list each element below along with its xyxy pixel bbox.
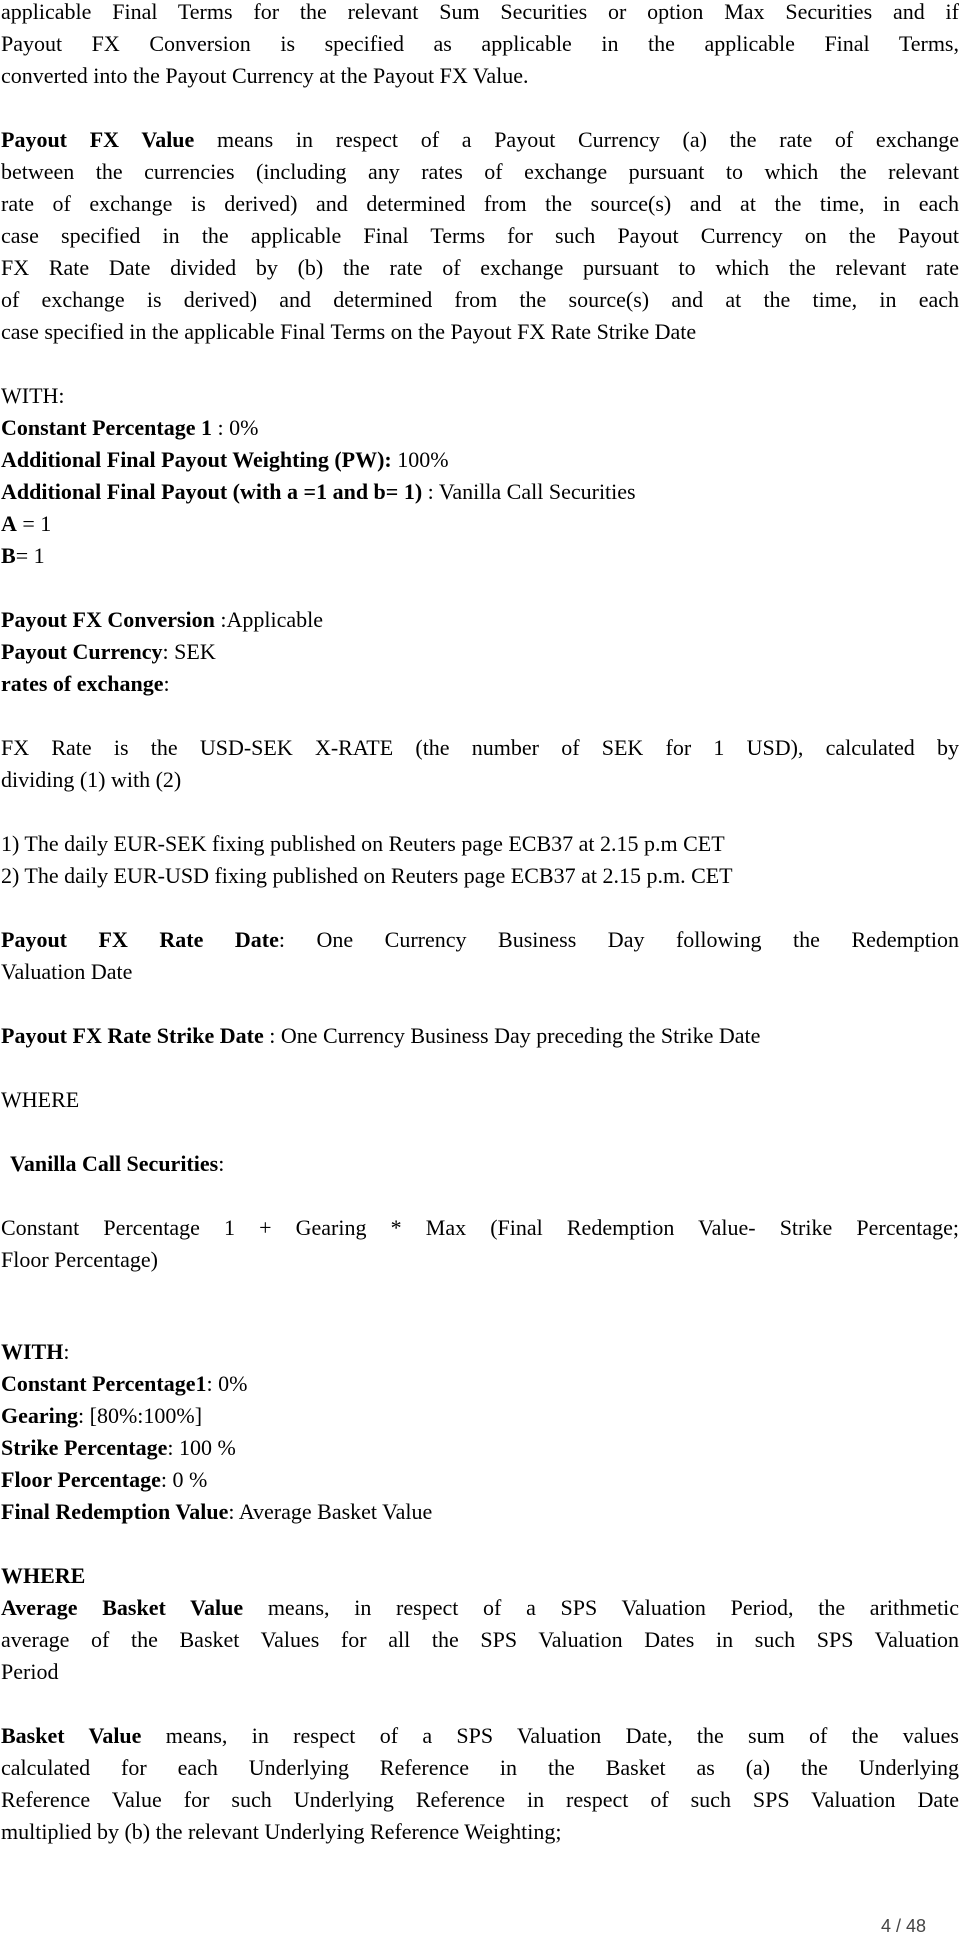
formula-line: Constant Percentage 1 + Gearing * Max (Final Redemption Value- Strike Percentage; [1, 1215, 959, 1240]
page-number: 4 / 48 [880, 1916, 926, 1936]
definition-line: Period [1, 1659, 59, 1684]
with-item: Constant Percentage 1 : 0% [1, 415, 259, 440]
definition-line: between the currencies (including any rates of exchange pursuant to which the relevant [1, 159, 959, 184]
with-block-2 [1, 1336, 959, 1528]
vanilla-call-block [1, 1148, 959, 1276]
definition-line: calculated for each Underlying Reference in the Basket as (a) the Underlying [1, 1755, 959, 1780]
fx-item: Payout FX Conversion :Applicable [1, 607, 324, 632]
fx-item: rates of exchange: [1, 671, 170, 696]
with-item: Floor Percentage: 0 % [1, 1467, 208, 1492]
intro-line: Payout FX Conversion is specified as applicable in the applicable Final Terms, [1, 31, 959, 56]
rate-date-line: Valuation Date [1, 959, 133, 984]
with-heading: WITH: [1, 383, 65, 408]
fx-block [1, 604, 959, 1052]
with-item: B= 1 [1, 543, 45, 568]
with-item: Additional Final Payout (with a =1 and b= 1) : Vanilla Call Securities [1, 479, 636, 504]
definition-term: Payout FX Value [1, 127, 195, 152]
with-item: Additional Final Payout Weighting (PW): 100% [1, 447, 449, 472]
definition-line: Basket Value means, in respect of a SPS Valuation Date, the sum of the values [1, 1723, 959, 1748]
fx-rate-line: FX Rate is the USD-SEK X-RATE (the number of SEK for 1 USD), calculated by [1, 735, 959, 760]
formula-line: Floor Percentage) [1, 1247, 158, 1272]
with-item: Gearing: [80%:100%] [1, 1403, 203, 1428]
definition-line: Reference Value for such Underlying Reference in respect of such SPS Valuation Date [1, 1787, 959, 1812]
definition-line: Payout FX Value means in respect of a Payout Currency (a) the rate of exchange [1, 127, 959, 152]
definition-line: of exchange is derived) and determined from the source(s) and at the time, in each [1, 287, 959, 312]
fixing-line: 2) The daily EUR-USD fixing published on Reuters page ECB37 at 2.15 p.m. CET [1, 863, 733, 888]
with-block-1 [1, 380, 959, 572]
fx-rate-line: dividing (1) with (2) [1, 767, 182, 792]
intro-paragraph [1, 0, 959, 92]
where-heading: WHERE [1, 1563, 86, 1588]
definition-line: FX Rate Date divided by (b) the rate of exchange pursuant to which the relevant rate [1, 255, 959, 280]
where-block-2 [1, 1560, 959, 1848]
with-item: Strike Percentage: 100 % [1, 1435, 236, 1460]
with-item: Final Redemption Value: Average Basket Value [1, 1499, 433, 1524]
rate-date-line: Payout FX Rate Date: One Currency Business Day following the Redemption [1, 927, 959, 952]
definition-line: average of the Basket Values for all the SPS Valuation Dates in such SPS Valuation [1, 1627, 959, 1652]
definition-line: case specified in the applicable Final Terms on the Payout FX Rate Strike Date [1, 319, 697, 344]
where-heading: WHERE [1, 1087, 80, 1112]
fixing-line: 1) The daily EUR-SEK fixing published on Reuters page ECB37 at 2.15 p.m CET [1, 831, 725, 856]
with-heading: WITH: [1, 1339, 70, 1364]
payout-fx-value-definition [1, 124, 959, 348]
fx-item: Payout Currency: SEK [1, 639, 216, 664]
definition-line: multiplied by (b) the relevant Underlying Reference Weighting; [1, 1819, 562, 1844]
intro-line: applicable Final Terms for the relevant Sum Securities or option Max Securities and if [1, 0, 959, 24]
intro-line: converted into the Payout Currency at the Payout FX Value. [1, 63, 529, 88]
definition-line: case specified in the applicable Final Terms for such Payout Currency on the Payout [1, 223, 959, 248]
vanilla-heading: Vanilla Call Securities: [10, 1151, 225, 1176]
with-item: A = 1 [1, 511, 52, 536]
definition-line: rate of exchange is derived) and determined from the source(s) and at the time, in each [1, 191, 959, 216]
strike-date-line: Payout FX Rate Strike Date : One Currency Business Day preceding the Strike Date [1, 1023, 761, 1048]
with-item: Constant Percentage1: 0% [1, 1371, 248, 1396]
definition-line: Average Basket Value means, in respect of a SPS Valuation Period, the arithmetic [1, 1595, 959, 1620]
document-page [1, 0, 959, 1848]
